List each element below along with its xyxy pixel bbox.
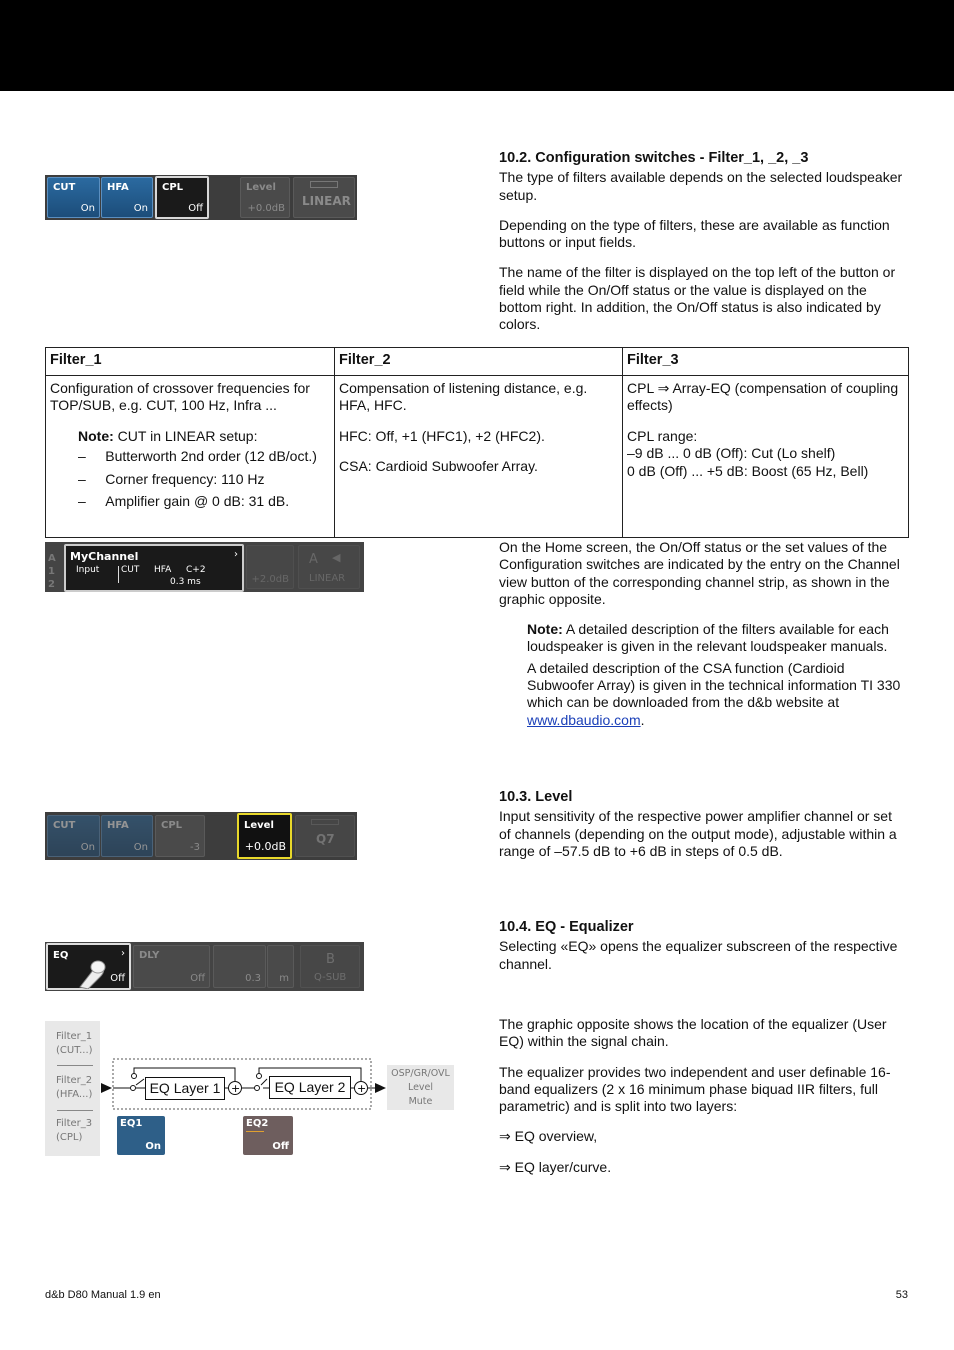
eq1-state: On — [145, 1141, 161, 1152]
cpl-entry: C+2 — [186, 565, 206, 575]
cut-entry: CUT — [121, 565, 140, 575]
mode-field-2[interactable] — [298, 545, 360, 589]
dbaudio-link[interactable]: www.dbaudio.com — [527, 711, 641, 728]
home-note-block — [527, 621, 904, 729]
svg-text:+: + — [357, 1082, 367, 1095]
delay-entry: 0.3 ms — [170, 577, 201, 587]
level-field[interactable] — [240, 177, 290, 218]
cpl-label: CPL — [162, 182, 184, 193]
cut-label: CUT — [53, 182, 76, 193]
filter-3-cell — [623, 375, 909, 537]
eq-layer-1-box: EQ Layer 1 — [145, 1077, 225, 1100]
mode-field-4[interactable] — [300, 945, 360, 988]
side-2: 2 — [48, 579, 55, 590]
eq-panel — [45, 942, 364, 991]
level-value-2: +2.0dB — [251, 574, 289, 585]
cut-button-3[interactable] — [47, 815, 100, 857]
eq-text-p1: The graphic opposite shows the location of the equalizer (User EQ) within the signal chain. — [499, 1016, 887, 1050]
hfa-label: HFA — [107, 182, 129, 193]
section-10-2 — [499, 150, 904, 347]
home-p2-text: A detailed description of the CSA function (Cardioid Subwoofer Array) is given in the technical information TI 330 which can be downloaded from the d&b website at — [527, 659, 901, 711]
home-p2-end: . — [640, 711, 645, 728]
section-10-4 — [499, 919, 904, 986]
speaker-icon: ◀ — [332, 551, 341, 564]
chevron-right-icon: › — [234, 549, 238, 560]
bullet-1-text: Butterworth 2nd order (12 dB/oct.) — [105, 448, 317, 464]
section-10-4-heading: 10.4. EQ - Equalizer — [499, 919, 634, 935]
hfa-button-3[interactable] — [101, 815, 153, 857]
out-level: Level — [407, 1082, 434, 1093]
side-a: A — [48, 553, 56, 564]
b-label: B — [326, 952, 335, 967]
filter-3-header: Filter_3 — [623, 348, 909, 376]
cut-button[interactable] — [47, 177, 100, 218]
filter-3-sub: (CPL) — [56, 1132, 83, 1143]
unit-label: m — [279, 973, 289, 984]
bullet-2-text: Corner frequency: 110 Hz — [105, 470, 265, 487]
mode-field[interactable] — [293, 177, 355, 218]
filter-2-p2: HFC: Off, +1 (HFC1), +2 (HFC2). — [339, 427, 545, 444]
mode-field-3[interactable] — [295, 815, 355, 857]
channel-view-panel — [45, 542, 364, 592]
filter-2-cell — [335, 375, 623, 537]
channel-name: MyChannel — [70, 550, 139, 563]
hfa-state: On — [133, 203, 148, 214]
filter-3-name: Filter_3 — [56, 1118, 93, 1129]
eq-text — [499, 1016, 904, 1189]
note-label: Note: — [78, 427, 114, 444]
eq1-label: EQ1 — [120, 1118, 143, 1129]
section-10-3-heading: 10.3. Level — [499, 789, 573, 805]
eq-state: Off — [110, 973, 125, 984]
unit-field[interactable] — [267, 945, 294, 988]
home-note-text: A detailed description of the filters available for each loudspeaker is given in the relevant loudspeaker manuals. — [527, 621, 889, 655]
delay-value: 0.3 — [245, 973, 261, 984]
bullet-3-text: Amplifier gain @ 0 dB: 31 dB. — [105, 493, 290, 509]
level-value-3: +0.0dB — [244, 840, 286, 853]
signal-chain-diagram — [45, 1021, 460, 1161]
a-label: A — [309, 552, 318, 567]
cpl-label-3: CPL — [161, 820, 183, 831]
filter-3-p1: CPL ⇒ Array-EQ (compensation of coupling effects) — [627, 379, 899, 413]
section-10-3 — [499, 789, 904, 873]
bullet-2: – Corner frequency: 110 Hz — [78, 470, 265, 487]
section-10-2-heading: 10.2. Configuration switches - Filter_1, _2, _3 — [499, 150, 809, 166]
eq1-button[interactable] — [117, 1116, 165, 1155]
filter-1-header: Filter_1 — [46, 348, 335, 376]
eq-text-i1: ⇒ EQ overview, — [499, 1128, 598, 1145]
hfa-label-3: HFA — [107, 820, 129, 831]
delay-value-field[interactable] — [213, 945, 266, 988]
filter-3-l1: CPL range: — [627, 427, 698, 444]
output-block — [387, 1065, 454, 1110]
section-10-2-p3: The name of the filter is displayed on the top left of the button or field while the On/Off status or the value is displayed on the bottom right. In addition, the On/Off status is also indicated by colors. — [499, 264, 896, 333]
eq-text-p2: The equalizer provides two independent and user definable 16-band equalizers (2 x 16 minimum phase biquad IIR filters, full parametric) and is split into two layers: — [499, 1063, 891, 1115]
bullet-3: – Amplifier gain @ 0 dB: 31 dB. — [78, 493, 290, 509]
eq-layer-2-box: EQ Layer 2 — [269, 1076, 351, 1099]
channel-view-button[interactable] — [64, 544, 244, 592]
filter-2-p3: CSA: Cardioid Subwoofer Array. — [339, 458, 538, 474]
out-mute: Mute — [408, 1096, 433, 1107]
cpl-state-3: -3 — [190, 842, 200, 853]
filter-1-cell — [46, 375, 335, 537]
home-p1: On the Home screen, the On/Off status or the set values of the Configuration switches are indicated by the entry on the Channel view button of the corresponding channel strip, as shown in the graphic opposite. — [499, 539, 900, 607]
section-10-4-p1: Selecting «EQ» opens the equalizer subscreen of the respective channel. — [499, 938, 898, 972]
mode-label-2: LINEAR — [309, 573, 346, 584]
home-note-label: Note: — [527, 621, 563, 638]
eq-button[interactable] — [46, 943, 131, 990]
cut-label-3: CUT — [53, 820, 76, 831]
mode-label: LINEAR — [302, 194, 351, 208]
cpl-button[interactable] — [155, 176, 209, 219]
dly-field[interactable] — [133, 945, 210, 988]
section-10-2-p1: The type of filters available depends on the selected loudspeaker setup. — [499, 169, 903, 203]
filter-1-sub: (CUT...) — [56, 1045, 93, 1056]
mode-label-4: Q-SUB — [314, 972, 347, 983]
level-panel — [45, 812, 357, 860]
filter-buttons-panel — [45, 175, 357, 220]
eq2-label: EQ2 — [246, 1118, 269, 1129]
hfa-entry: HFA — [154, 565, 172, 575]
hfa-state-3: On — [133, 842, 148, 853]
level-field-2[interactable] — [246, 545, 294, 589]
divider — [118, 566, 119, 583]
section-10-2-p2: Depending on the type of filters, these are available as function buttons or input fields. — [499, 216, 890, 251]
page-number: 53 — [895, 1289, 908, 1301]
level-button-3[interactable] — [237, 813, 292, 859]
level-label: Level — [246, 182, 276, 193]
dly-label: DLY — [139, 950, 160, 961]
footer-left: d&b D80 Manual 1.9 en — [45, 1289, 161, 1301]
header-bar — [0, 0, 954, 91]
hfa-button[interactable] — [101, 177, 153, 218]
home-p2 — [527, 660, 904, 729]
strip-side — [48, 552, 56, 591]
filter-3-l2: –9 dB ... 0 dB (Off): Cut (Lo shelf) — [627, 445, 836, 461]
filter-2-header: Filter_2 — [335, 348, 623, 376]
section-10-3-p1: Input sensitivity of the respective power amplifier channel or set of channels (depending on the output mode), adjustable within a range of –57.5 dB to +6 dB in steps of 0.5 dB. — [499, 808, 897, 859]
cpl-state: Off — [188, 203, 203, 214]
filter-1-text: Configuration of crossover frequencies for TOP/SUB, e.g. CUT, 100 Hz, Infra ... — [50, 379, 310, 413]
dly-state: Off — [190, 973, 205, 984]
bullet-1: – Butterworth 2nd order (12 dB/oct.) — [78, 448, 317, 464]
filter-2-p1: Compensation of listening distance, e.g. HFA, HFC. — [339, 379, 588, 413]
filter-1-note — [78, 428, 330, 446]
level-value: +0.0dB — [247, 203, 285, 214]
filter-table — [45, 347, 909, 538]
filter-1-name: Filter_1 — [56, 1031, 93, 1042]
svg-text:+: + — [231, 1082, 241, 1095]
hand-pointer-icon — [72, 953, 108, 989]
filter-2-sub: (HFA...) — [56, 1089, 93, 1100]
eq-label: EQ — [53, 950, 69, 961]
filter-2-name: Filter_2 — [56, 1075, 93, 1086]
chevron-right-icon: › — [121, 948, 125, 959]
home-note — [527, 621, 904, 656]
home-text — [499, 539, 904, 742]
mode-label-3: Q7 — [316, 832, 335, 846]
eq2-button[interactable] — [243, 1116, 293, 1155]
cpl-field-3[interactable] — [155, 815, 205, 857]
cut-state: On — [80, 203, 95, 214]
eq-text-i2: ⇒ EQ layer/curve. — [499, 1158, 612, 1175]
eq2-state: Off — [272, 1141, 289, 1152]
side-1: 1 — [48, 566, 55, 577]
filter-3-l3: 0 dB (Off) ... +5 dB: Boost (65 Hz, Bell) — [627, 462, 869, 479]
input-label: Input — [76, 565, 100, 575]
out-osp: OSP/GR/OVL — [391, 1068, 450, 1079]
note-text: CUT in LINEAR setup: — [113, 427, 258, 444]
level-label-3: Level — [244, 820, 274, 831]
cut-state-3: On — [80, 842, 95, 853]
